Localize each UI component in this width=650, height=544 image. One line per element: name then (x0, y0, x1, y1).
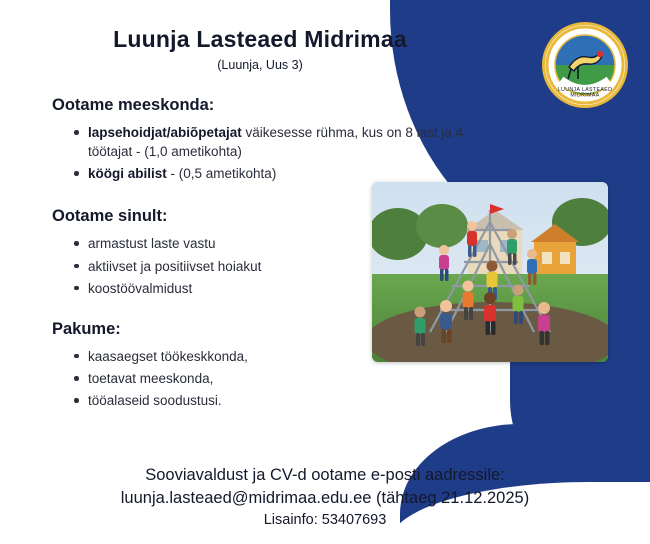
page-subtitle: (Luunja, Uus 3) (217, 58, 303, 72)
list-item-text: armastust laste vastu (88, 236, 216, 252)
list-item-text: aktiivset ja positiivset hoiakut (88, 258, 262, 274)
list-item-text: väikesesse rühma, kus on 8 last ja 4 töötajat - (1,0 ametikohta) (88, 125, 464, 160)
footer-line-email: luunja.lasteaed@midrimaa.edu.ee (tähtaeg 21.12.2025) (120, 489, 530, 507)
children-climbing-frame-photo (372, 182, 608, 362)
list-item (88, 391, 472, 410)
list-item-bold: köögi abilist (88, 166, 167, 182)
list-item-bold: lapsehoidjat/abiõpetajat (88, 125, 242, 140)
section-heading-offer: Pakume: (52, 319, 121, 338)
section-heading-team: Ootame meeskonda: (52, 96, 215, 114)
list-team (42, 123, 472, 183)
kindergarten-logo (542, 22, 628, 108)
list-item-text: koostöövalmidust (88, 280, 193, 296)
list-item (88, 123, 472, 161)
list-item (88, 164, 472, 183)
contact-footer (0, 466, 650, 528)
page-title: Luunja Lasteaed Midrimaa (113, 26, 407, 52)
list-item-text: kaasaegset töökeskkonda, (88, 348, 248, 364)
footer-line-apply: Sooviavaldust ja CV-d ootame e-posti aadressile: (145, 466, 505, 484)
list-item-text: toetavat meeskonda, (88, 371, 214, 387)
svg-text:MIDRIMAA: MIDRIMAA (570, 92, 600, 99)
footer-line-phone: Lisainfo: 53407693 (263, 512, 387, 528)
list-item (88, 369, 472, 388)
list-item-text: tööalaseid soodustusi. (88, 393, 222, 409)
section-heading-expectations: Ootame sinult: (52, 207, 168, 226)
list-item-text: - (0,5 ametikohta) (166, 166, 277, 182)
svg-text:LUUNJA LASTEAED: LUUNJA LASTEAED (557, 87, 613, 93)
